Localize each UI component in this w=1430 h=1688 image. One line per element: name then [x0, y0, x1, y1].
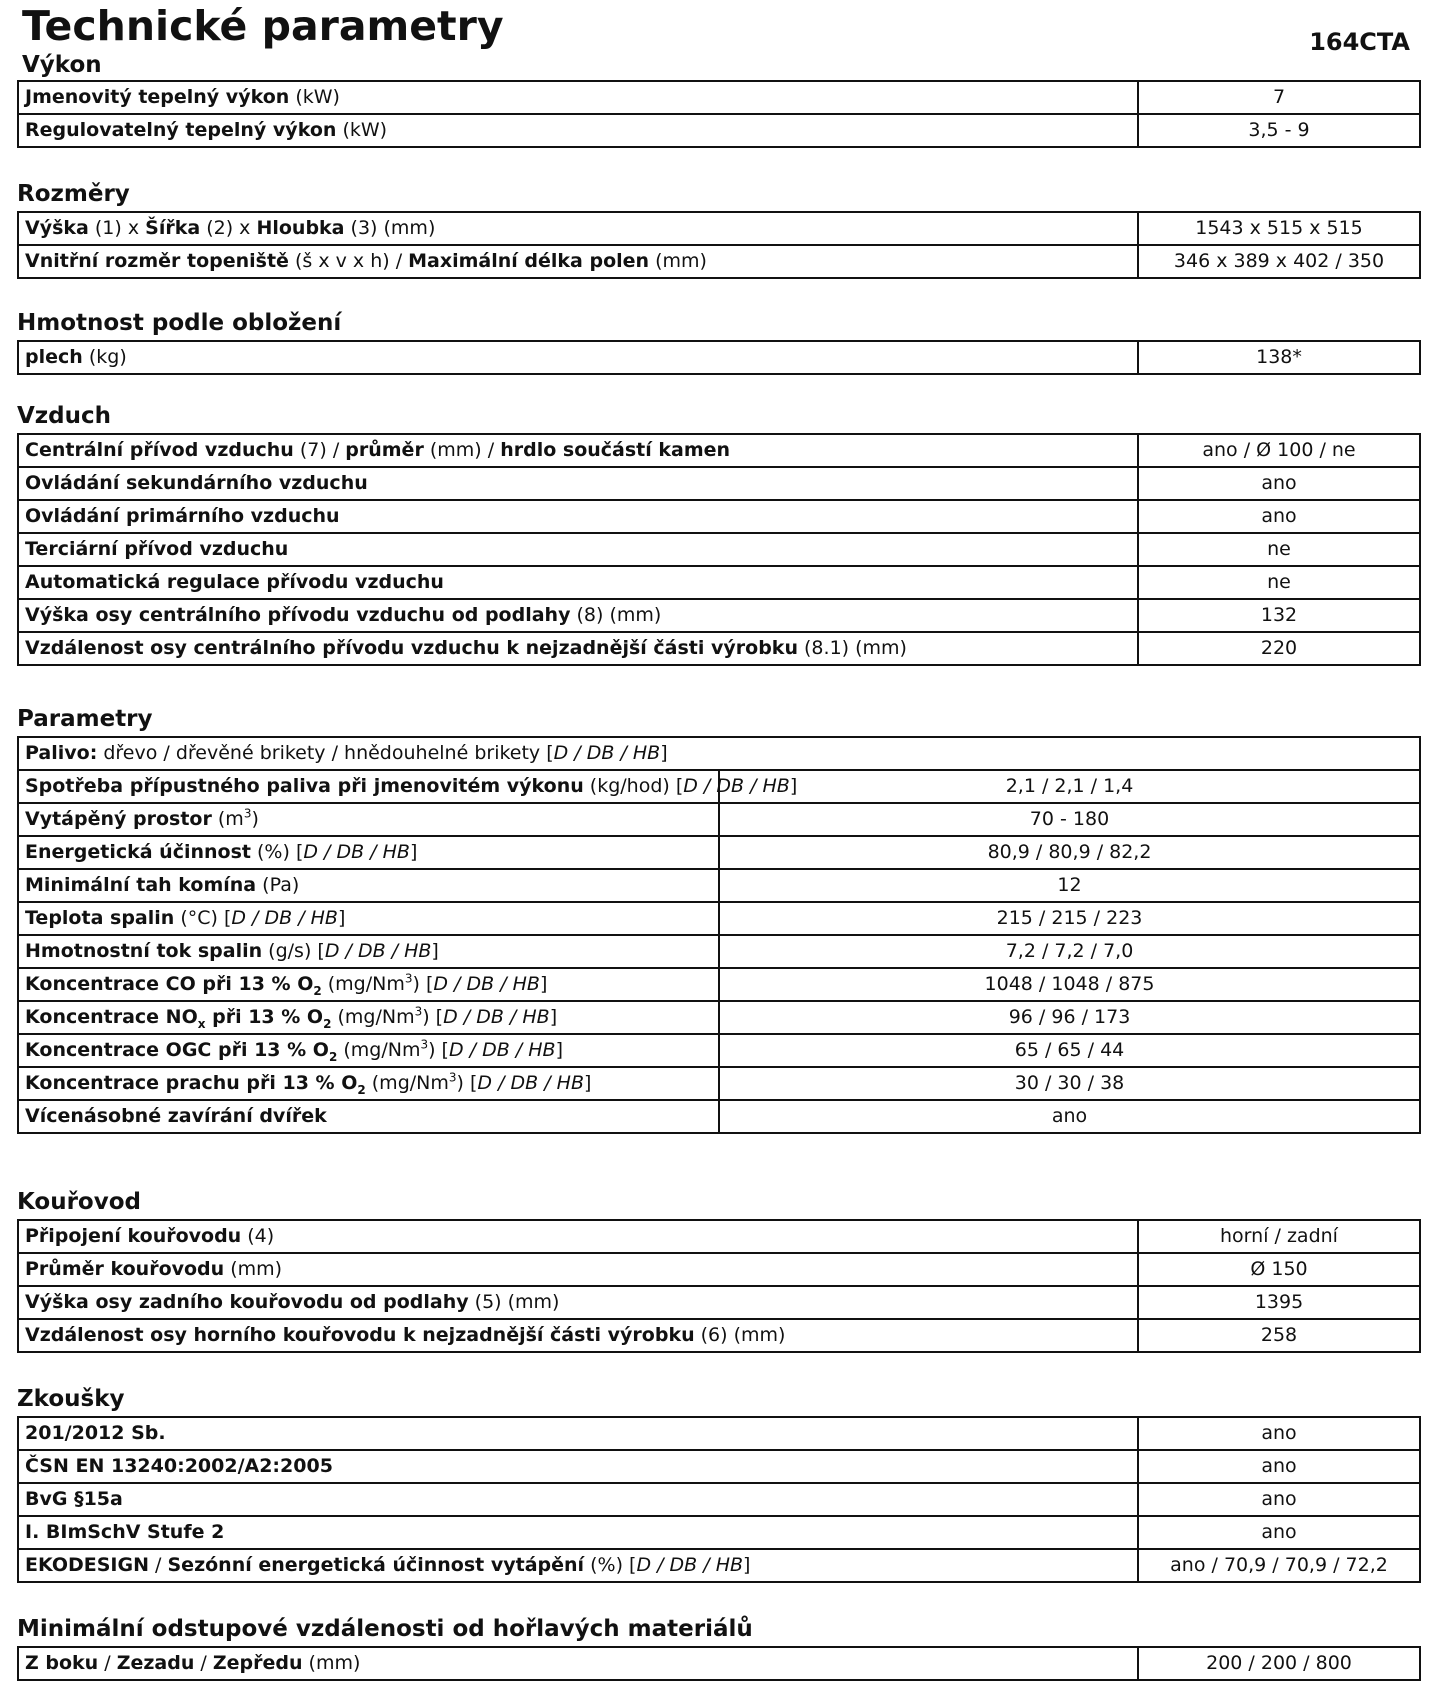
label-part: ]: [409, 841, 418, 863]
parameter-value: 215 / 215 / 223: [719, 902, 1420, 935]
label-part: Ovládání sekundárního vzduchu: [25, 472, 368, 494]
table-row: [18, 341, 1420, 374]
table-row: [18, 902, 1420, 935]
parameter-value: ne: [1138, 566, 1420, 599]
label-part: x: [197, 1016, 206, 1031]
label-part: Ovládání primárního vzduchu: [25, 505, 340, 527]
parameter-label: [18, 869, 719, 902]
label-part: Centrální přívod vzduchu: [25, 439, 294, 461]
label-part: plech: [25, 346, 83, 368]
parameter-value: 3,5 - 9: [1138, 114, 1420, 147]
label-part: (kW): [336, 119, 388, 141]
label-part: ): [251, 808, 259, 830]
parameter-label: [18, 1067, 719, 1100]
parameter-label: [18, 1001, 719, 1034]
label-part: při 13 % O: [205, 1006, 324, 1028]
label-part: D / DB / HB: [324, 940, 432, 962]
parameter-value: 1543 x 515 x 515: [1138, 212, 1420, 245]
label-part: (5) (mm): [468, 1291, 560, 1313]
table-row: [18, 533, 1420, 566]
label-part: ) [: [422, 1006, 444, 1028]
table-row: [18, 467, 1420, 500]
parameter-label: [18, 1516, 1138, 1549]
label-part: 3: [420, 1037, 429, 1052]
parameter-value: 1395: [1138, 1286, 1420, 1319]
parameter-label: [18, 803, 719, 836]
parameter-label: [18, 770, 798, 803]
table-row: [18, 632, 1420, 665]
page-title: Technické parametry: [22, 2, 504, 50]
section-vykon: [17, 52, 1421, 148]
parameter-value: 132: [1138, 599, 1420, 632]
table-row: [18, 1647, 1420, 1680]
label-part: dřevo / dřevěné brikety / hnědouhelné brikety [: [97, 742, 554, 764]
section-heading: Rozměry: [17, 181, 130, 207]
table-row: [18, 968, 1420, 1001]
label-part: (mg/Nm: [337, 1039, 421, 1061]
parameter-label: [18, 212, 1138, 245]
label-part: Průměr kouřovodu: [25, 1258, 225, 1280]
label-part: D / DB / HB: [231, 907, 338, 929]
label-part: (kg/hod) [: [583, 775, 684, 797]
parameter-value: ano: [1138, 1417, 1420, 1450]
parameter-value: 258: [1138, 1319, 1420, 1352]
table-row: [18, 737, 1420, 770]
label-part: D / DB / HB: [636, 1554, 744, 1576]
table-row: [18, 500, 1420, 533]
label-part: ) [: [456, 1072, 478, 1094]
parameter-label: [18, 902, 719, 935]
label-part: EKODESIGN: [25, 1554, 150, 1576]
label-part: Zepředu: [212, 1652, 303, 1674]
table-row: [18, 770, 1420, 803]
label-part: Energetická účinnost: [25, 841, 251, 863]
label-part: Vnitřní rozměr topeniště: [25, 250, 289, 272]
section-heading: Kouřovod: [17, 1189, 141, 1215]
spec-table: [17, 736, 1421, 1134]
label-part: Koncentrace NO: [25, 1006, 198, 1028]
table-row: [18, 114, 1420, 147]
section-heading: Parametry: [17, 706, 153, 732]
table-row: [18, 935, 1420, 968]
label-part: /: [194, 1652, 213, 1674]
label-part: 2: [313, 983, 322, 998]
parameter-value: 220: [1138, 632, 1420, 665]
section-heading: Vzduch: [17, 403, 112, 429]
parameter-label: [18, 434, 1138, 467]
section-heading: Hmotnost podle obložení: [17, 310, 342, 336]
table-row: [18, 1067, 1420, 1100]
parameter-value: 80,9 / 80,9 / 82,2: [719, 836, 1420, 869]
label-part: ČSN EN 13240:2002/A2:2005: [25, 1455, 333, 1477]
label-part: 2: [357, 1082, 366, 1097]
parameter-label: [18, 1253, 1138, 1286]
label-part: 3: [414, 1004, 423, 1019]
table-row: [18, 81, 1420, 114]
spec-table: [17, 1219, 1421, 1353]
label-part: (mm): [224, 1258, 283, 1280]
table-row: [18, 1450, 1420, 1483]
table-row: [18, 1286, 1420, 1319]
table-row: [18, 1549, 1420, 1582]
label-part: 3: [404, 971, 413, 986]
parameter-value: horní / zadní: [1138, 1220, 1420, 1253]
label-part: Sezónní energetická účinnost vytápění: [167, 1554, 585, 1576]
parameter-value: 7,2 / 7,2 / 7,0: [719, 935, 1420, 968]
table-row: [18, 212, 1420, 245]
table-row: [18, 1483, 1420, 1516]
model-code: 164CTA: [1309, 28, 1410, 56]
parameter-label: [18, 1450, 1138, 1483]
label-part: /: [98, 1652, 117, 1674]
label-part: (m: [211, 808, 244, 830]
parameter-value: 70 - 180: [719, 803, 1420, 836]
label-part: (%) [: [584, 1554, 637, 1576]
section-vzduch: [17, 399, 1421, 666]
table-row: [18, 1319, 1420, 1352]
parameter-label: [18, 114, 1138, 147]
label-part: (mg/Nm: [331, 1006, 415, 1028]
section-kourovod: [17, 1185, 1421, 1353]
parameter-value: 30 / 30 / 38: [719, 1067, 1420, 1100]
label-part: Šířka: [145, 217, 201, 239]
section-heading: Minimální odstupové vzdálenosti od hořlavých materiálů: [17, 1616, 753, 1642]
table-row: [18, 1253, 1420, 1286]
table-row: [18, 1100, 1420, 1133]
parameter-value: ano: [1138, 1516, 1420, 1549]
label-part: Koncentrace CO při 13 % O: [25, 973, 314, 995]
label-part: ]: [660, 742, 668, 764]
parameter-value: ano: [1138, 1483, 1420, 1516]
parameter-label: [18, 1417, 1138, 1450]
parameter-value: ano / Ø 100 / ne: [1138, 434, 1420, 467]
parameter-value: 200 / 200 / 800: [1138, 1647, 1420, 1680]
label-part: (7) /: [293, 439, 346, 461]
parameter-value: 138*: [1138, 341, 1420, 374]
label-part: Zezadu: [116, 1652, 195, 1674]
label-part: ]: [789, 775, 798, 797]
section-parametry: [17, 702, 1421, 1134]
label-part: Vícenásobné zavírání dvířek: [25, 1105, 327, 1127]
label-part: ]: [337, 907, 346, 929]
label-part: 3: [243, 806, 252, 821]
label-part: D / DB / HB: [553, 742, 661, 764]
label-part: (mg/Nm: [365, 1072, 449, 1094]
label-part: BvG §15a: [25, 1488, 123, 1510]
spec-table: [17, 340, 1421, 375]
spec-table: [17, 211, 1421, 279]
table-row: [18, 869, 1420, 902]
label-part: Vytápěný prostor: [25, 808, 212, 830]
label-part: (1) x: [88, 217, 146, 239]
parameter-value: 96 / 96 / 173: [719, 1001, 1420, 1034]
section-minimalni-odstupove-vzdalenosti-od-horlavych-materialu: [17, 1612, 1421, 1681]
table-row: [18, 1034, 1420, 1067]
label-part: I. BImSchV Stufe 2: [25, 1521, 225, 1543]
parameter-value: ne: [1138, 533, 1420, 566]
label-part: (š x v x h) /: [288, 250, 409, 272]
label-part: (Pa): [256, 874, 300, 896]
parameter-label: [18, 566, 1138, 599]
label-part: Koncentrace prachu při 13 % O: [25, 1072, 358, 1094]
label-part: D / DB / HB: [477, 1072, 584, 1094]
label-part: (g/s) [: [262, 940, 325, 962]
label-part: ]: [555, 1039, 563, 1061]
label-part: 201/2012 Sb.: [25, 1422, 166, 1444]
parameter-label: [18, 1286, 1138, 1319]
label-part: (4): [241, 1225, 275, 1247]
parameter-label: [18, 500, 1138, 533]
spec-table: [17, 433, 1421, 666]
label-part: Spotřeba přípustného paliva při jmenovitém výkonu: [25, 775, 584, 797]
parameter-value: Ø 150: [1138, 1253, 1420, 1286]
label-part: ]: [431, 940, 439, 962]
spec-table: [17, 1416, 1421, 1583]
spec-table: [17, 1646, 1421, 1681]
label-part: 3: [448, 1070, 457, 1085]
label-part: Jmenovitý tepelný výkon: [25, 86, 290, 108]
table-row: [18, 803, 1420, 836]
parameter-value: ano: [1138, 1450, 1420, 1483]
label-part: Výška osy zadního kouřovodu od podlahy: [25, 1291, 469, 1313]
parameter-label: [18, 836, 719, 869]
parameter-label: [18, 632, 1138, 665]
label-part: Z boku: [25, 1652, 99, 1674]
section-heading: Zkoušky: [17, 1386, 125, 1412]
table-row: [18, 1220, 1420, 1253]
parameter-label: [18, 1483, 1138, 1516]
label-part: průměr: [345, 439, 424, 461]
parameter-value: 65 / 65 / 44: [719, 1034, 1420, 1067]
table-row: [18, 1417, 1420, 1450]
label-part: (mm) /: [423, 439, 501, 461]
label-part: /: [149, 1554, 168, 1576]
label-part: 2: [323, 1016, 332, 1031]
label-part: Maximální délka polen: [408, 250, 650, 272]
label-part: Regulovatelný tepelný výkon: [25, 119, 337, 141]
table-row: [18, 245, 1420, 278]
label-part: (mm): [649, 250, 707, 272]
label-part: Hloubka: [256, 217, 345, 239]
label-part: (8) (mm): [570, 604, 662, 626]
parameter-label: [18, 1100, 719, 1133]
parameter-label: [18, 341, 1138, 374]
parameter-label: [18, 968, 719, 1001]
parameter-value: ano / 70,9 / 70,9 / 72,2: [1138, 1549, 1420, 1582]
label-part: D / DB / HB: [448, 1039, 556, 1061]
label-part: (kW): [289, 86, 340, 108]
parameter-value: ano: [1138, 467, 1420, 500]
label-part: (%) [: [250, 841, 304, 863]
label-part: Připojení kouřovodu: [25, 1225, 242, 1247]
table-row: [18, 434, 1420, 467]
parameter-value: 346 x 389 x 402 / 350: [1138, 245, 1420, 278]
table-row: [18, 599, 1420, 632]
label-part: Vzdálenost osy horního kouřovodu k nejzadnější části výrobku: [25, 1324, 695, 1346]
section-heading: Výkon: [22, 52, 102, 78]
parameter-label: [18, 1319, 1138, 1352]
label-part: Vzdálenost osy centrálního přívodu vzduchu k nejzadnější části výrobku: [25, 637, 798, 659]
label-part: 2: [328, 1049, 338, 1064]
section-zkousky: [17, 1382, 1421, 1583]
label-part: ]: [549, 1006, 558, 1028]
table-row: [18, 1516, 1420, 1549]
parameter-value: 2,1 / 2,1 / 1,4: [719, 770, 1420, 803]
label-part: (kg): [82, 346, 127, 368]
parameter-value: 12: [719, 869, 1420, 902]
parameter-label: [18, 737, 1420, 770]
parameter-label: [18, 81, 1138, 114]
label-part: D / DB / HB: [683, 775, 790, 797]
label-part: Teplota spalin: [25, 907, 175, 929]
parameter-label: [18, 533, 1138, 566]
label-part: Koncentrace OGC při 13 % O: [25, 1039, 329, 1061]
label-part: (6) (mm): [694, 1324, 786, 1346]
spec-table: [17, 80, 1421, 148]
table-row: [18, 836, 1420, 869]
parameter-value: ano: [719, 1100, 1420, 1133]
label-part: (3) (mm): [344, 217, 436, 239]
parameter-label: [18, 935, 719, 968]
label-part: Terciární přívod vzduchu: [25, 538, 289, 560]
parameter-label: [18, 467, 1138, 500]
table-row: [18, 566, 1420, 599]
parameter-value: 7: [1138, 81, 1420, 114]
table-row: [18, 1001, 1420, 1034]
label-part: D / DB / HB: [433, 973, 540, 995]
parameter-label: [18, 245, 1138, 278]
label-part: Automatická regulace přívodu vzduchu: [25, 571, 444, 593]
parameter-label: [18, 599, 1138, 632]
label-part: ]: [583, 1072, 592, 1094]
label-part: hrdlo součástí kamen: [500, 439, 731, 461]
label-part: Hmotnostní tok spalin: [25, 940, 263, 962]
label-part: ]: [539, 973, 548, 995]
label-part: (mm): [302, 1652, 361, 1674]
parameter-label: [18, 1034, 719, 1067]
label-part: Výška: [25, 217, 89, 239]
section-rozmery: [17, 177, 1421, 279]
parameter-value: ano: [1138, 500, 1420, 533]
label-part: (mg/Nm: [321, 973, 405, 995]
label-part: D / DB / HB: [303, 841, 410, 863]
label-part: Palivo:: [25, 742, 98, 764]
label-part: ) [: [428, 1039, 449, 1061]
label-part: (8.1) (mm): [797, 637, 907, 659]
label-part: ]: [743, 1554, 751, 1576]
label-part: Minimální tah komína: [25, 874, 257, 896]
parameter-label: [18, 1647, 1138, 1680]
label-part: D / DB / HB: [443, 1006, 550, 1028]
section-hmotnost-podle-oblozeni: [17, 306, 1421, 375]
label-part: Výška osy centrálního přívodu vzduchu od podlahy: [25, 604, 571, 626]
parameter-value: 1048 / 1048 / 875: [719, 968, 1420, 1001]
label-part: ) [: [412, 973, 434, 995]
label-part: (2) x: [200, 217, 257, 239]
parameter-label: [18, 1220, 1138, 1253]
label-part: (°C) [: [174, 907, 232, 929]
parameter-label: [18, 1549, 1138, 1582]
